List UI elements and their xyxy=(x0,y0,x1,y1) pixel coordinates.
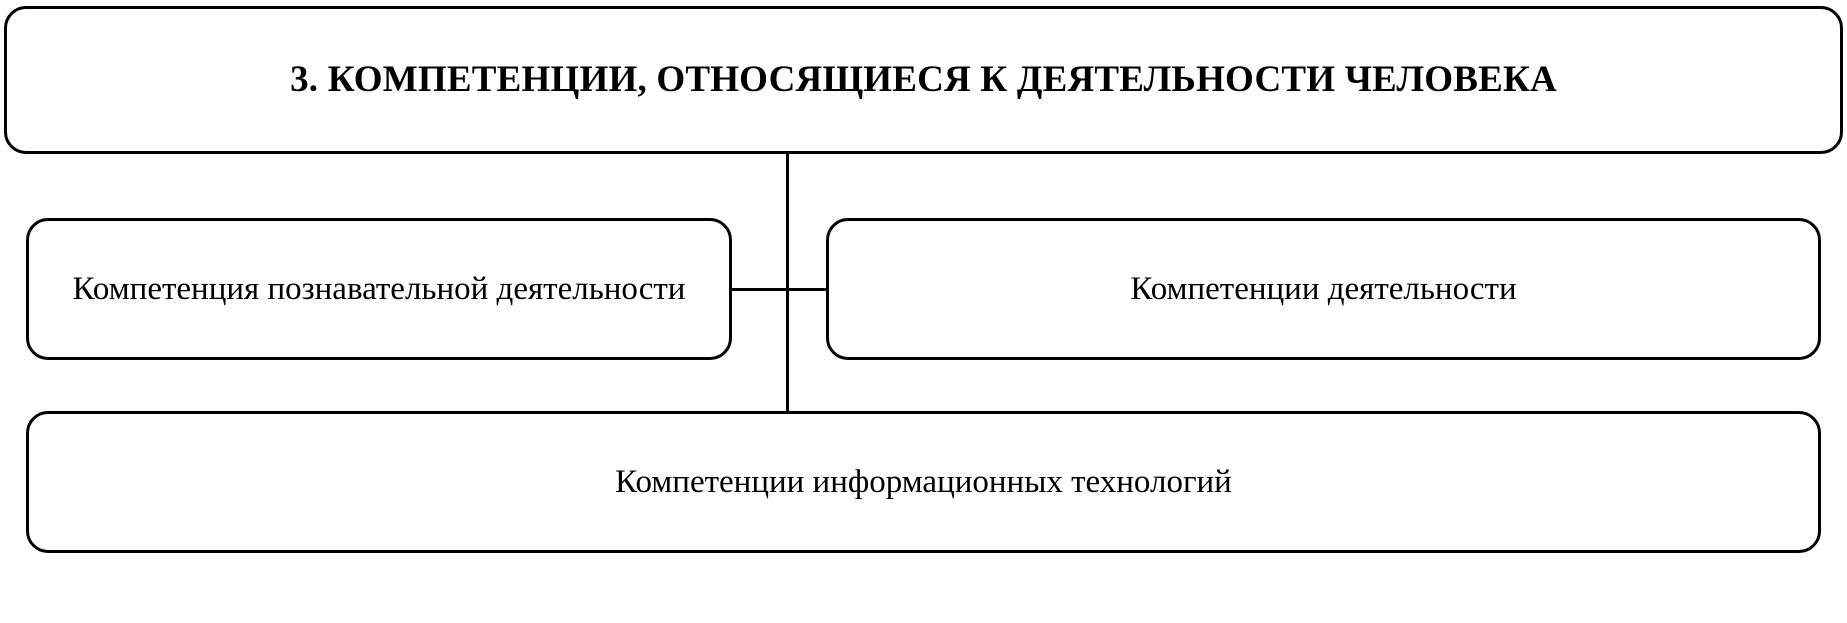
diagram-title-label: 3. КОМПЕТЕНЦИИ, ОТНОСЯЩИЕСЯ К ДЕЯТЕЛЬНОСТИ ЧЕЛОВЕКА xyxy=(290,59,1557,101)
diagram-node-activity-competence xyxy=(826,218,1821,360)
diagram-node-cognitive-competence xyxy=(26,218,732,360)
connector-horizontal xyxy=(730,288,828,291)
diagram-node-cognitive-competence-label: Компетенция познавательной деятельности xyxy=(72,270,686,307)
diagram-node-it-competence-label: Компетенции информационных технологий xyxy=(615,463,1232,500)
diagram-node-activity-competence-label: Компетенции деятельности xyxy=(1130,270,1517,307)
diagram-node-it-competence xyxy=(26,411,1821,553)
connector-vertical xyxy=(786,152,789,414)
diagram-title-node xyxy=(4,6,1843,154)
